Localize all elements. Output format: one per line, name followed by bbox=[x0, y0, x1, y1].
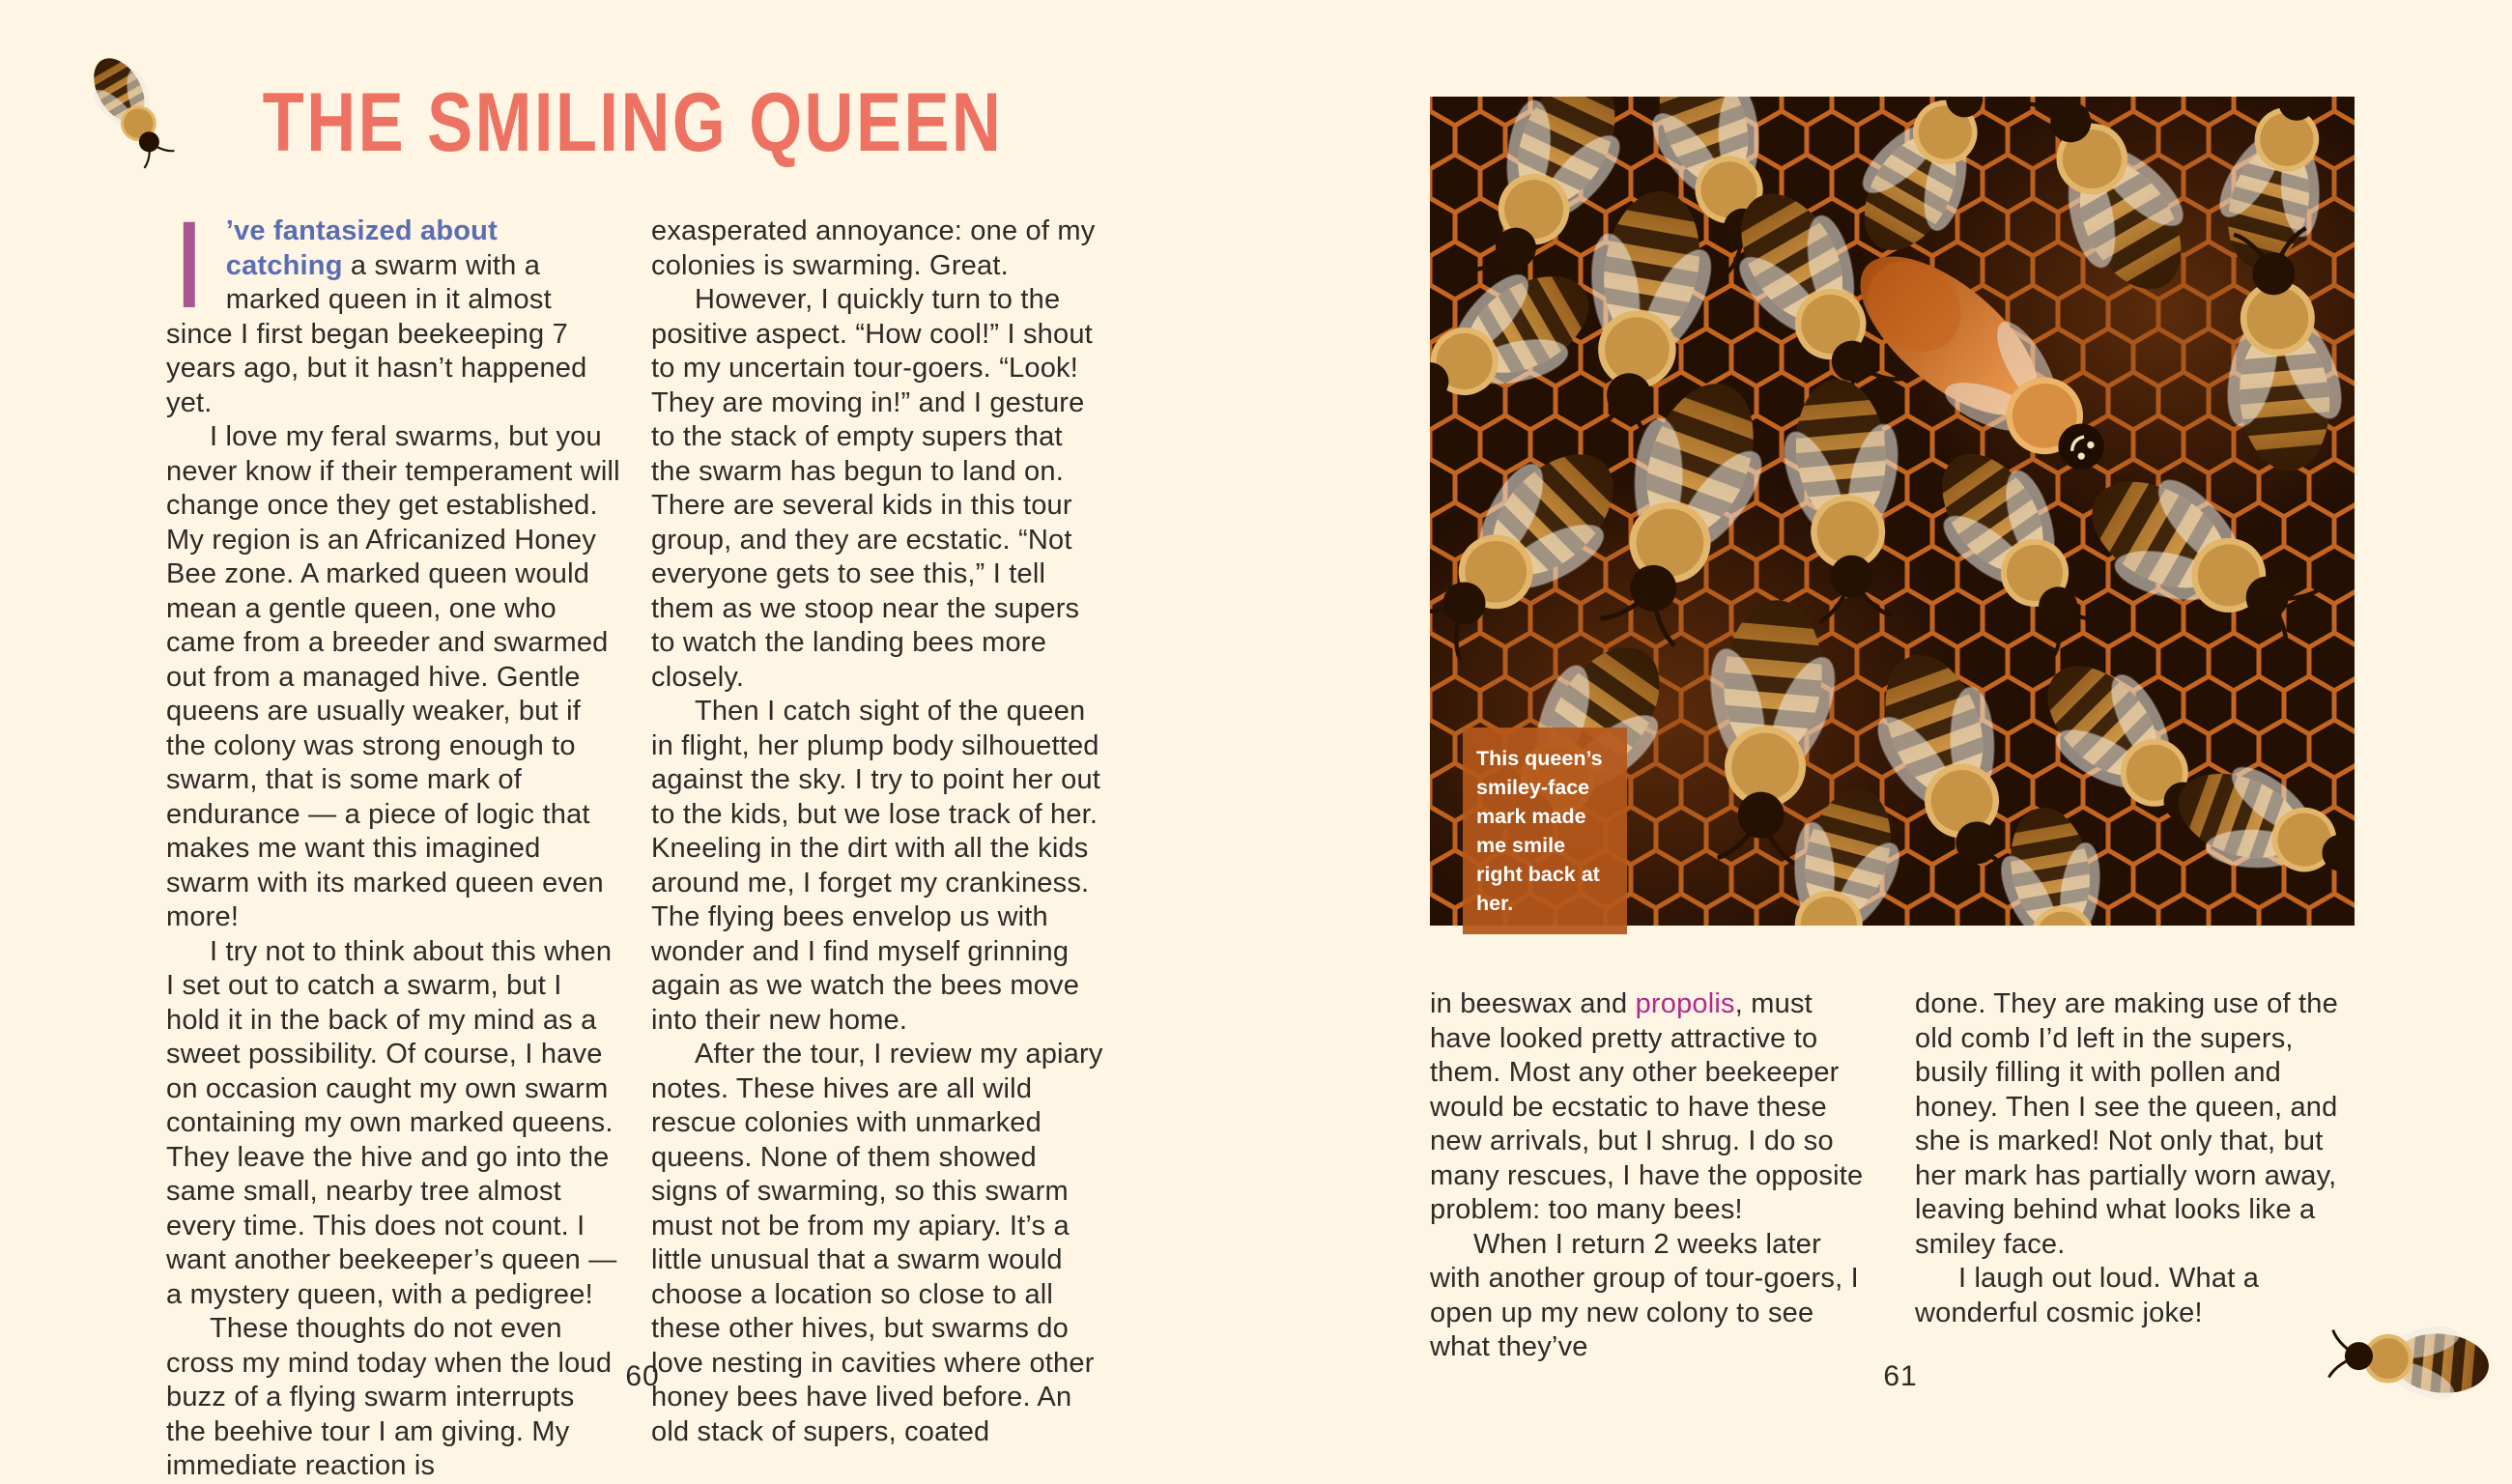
paragraph: done. They are making use of the old comb I’d left in the supers, busily filling it with pollen and honey. Then I see the queen, and she is marked! Not only that, but her mark has partially worn away, leaving behind what looks like a smiley face. bbox=[1915, 988, 2338, 1260]
paragraph-text: a swarm with a marked queen in it almost since I first began beekeeping 7 years ago, but it hasn’t happened yet. bbox=[166, 249, 587, 418]
paragraph: Then I catch sight of the queen in flight, her plump body silhouetted against the sky. I try to point her out to the kids, but we lose track of her. Kneeling in the dirt with all the kids around me, I forget my crankiness. The flying bees envelop us with wonder and I find myself grinning again as we watch the bees move into their new home. bbox=[651, 696, 1101, 1036]
right-page-column-2 bbox=[1915, 987, 2352, 1326]
drop-cap: I bbox=[172, 196, 207, 334]
paragraph: These thoughts do not even cross my mind today when the loud buzz of a flying swarm interrupts the beehive tour I am giving. My immediate reaction is bbox=[166, 1313, 613, 1481]
paragraph: exasperated annoyance: one of my colonies is swarming. Great. bbox=[651, 215, 1096, 281]
paragraph: I laugh out loud. What a wonderful cosmic joke! bbox=[1915, 1263, 2260, 1328]
paragraph: I try not to think about this when I set out to catch a swarm, but I hold it in the back of my mind as a sweet possibility. Of course, I have on occasion caught my own swarm containing my own marked queens. They leave the hive and go into the same small, nearby tree almost every time. This does not count. I want another beekeeper’s queen — a mystery queen, with a pedigree! bbox=[166, 935, 617, 1310]
paragraph: After the tour, I review my apiary notes. These hives are all wild rescue colonies with unmarked queens. None of them showed signs of swarming, so this swarm must not be from my apiary. It’s a little unusual that a swarm would choose a location so close to all these other hives, but swarms do love nesting in cavities where other honey bees have lived before. An old stack of supers, coated bbox=[651, 1039, 1103, 1447]
page-number-right: 61 bbox=[1883, 1360, 1918, 1392]
propolis-term: propolis bbox=[1635, 988, 1735, 1019]
lead-in-text: ’ve fantasized about catching bbox=[225, 215, 498, 281]
opening-paragraph bbox=[166, 196, 620, 420]
bees-on-honeycomb-photo bbox=[1430, 97, 2355, 926]
paragraph bbox=[1430, 987, 1867, 1228]
page-number-left: 60 bbox=[625, 1360, 660, 1392]
left-page-column-2 bbox=[651, 214, 1105, 1447]
paragraph-text: in beeswax and bbox=[1430, 988, 1636, 1019]
paragraph: When I return 2 weeks later with another group of tour-goers, I open up my new colony to see what they’ve bbox=[1430, 1228, 1859, 1362]
paragraph: I love my feral swarms, but you never know if their temperament will change once they get established. My region is an Africanized Honey Bee zone. A marked queen would mean a gentle queen, one who came from a breeder and swarmed out from a managed hive. Gentle queens are usually weaker, but if the colony was strong enough to swarm, that is some mark of endurance — a piece of logic that makes me want this imagined swarm with its marked queen even more! bbox=[166, 421, 620, 932]
flying-bee-icon bbox=[56, 53, 201, 171]
right-page-column-1 bbox=[1430, 987, 1867, 1362]
paragraph: However, I quickly turn to the positive aspect. “How cool!” I shout to my uncertain tour-goers. “Look! They are moving in!” and I gesture to the stack of empty supers that the swarm has begun to land on. There are several kids in this tour group, and they are ecstatic. “Not everyone gets to see this,” I tell them as we stoop near the supers to watch the landing bees more closely. bbox=[651, 284, 1093, 693]
paragraph-text: , must have looked pretty attractive to them. Most any other beekeeper would be ecstatic to have these new arrivals, but I shrug. I do so many rescues, I have the opposite problem: too many bees! bbox=[1430, 988, 1864, 1225]
page-title: THE SMILING QUEEN bbox=[262, 76, 1004, 169]
photo-caption: This queen’s smiley-face mark made me smile right back at her. bbox=[1463, 728, 1627, 934]
left-page-column-1 bbox=[166, 196, 620, 1481]
honeybee-icon bbox=[2311, 1285, 2504, 1432]
